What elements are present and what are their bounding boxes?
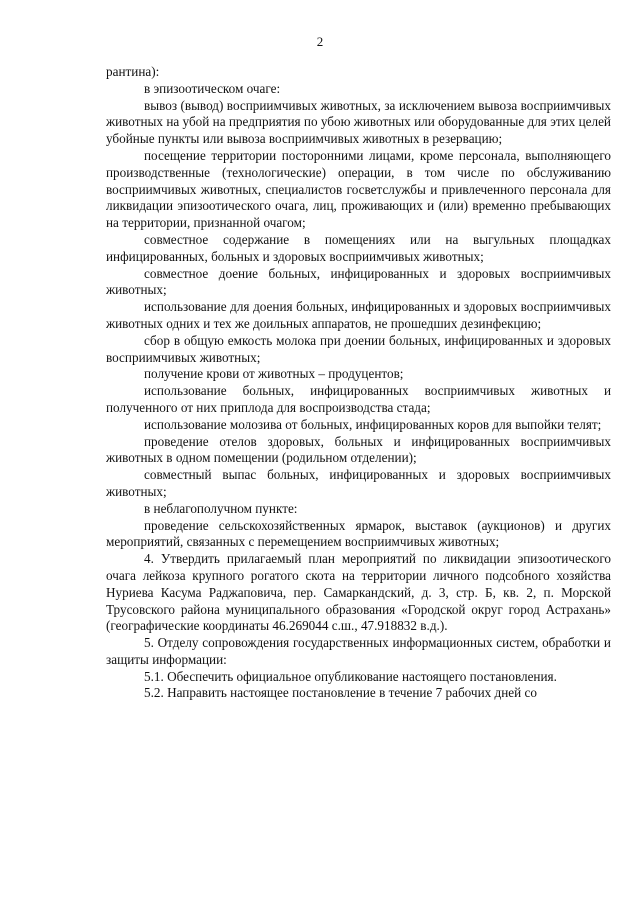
paragraph-restriction-export: вывоз (вывод) восприимчивых животных, за исключением вывоза восприимчивых животных на убой на предприятия по убою животных или оборудованные для этих целей убойные пункты или вывоза восприимчивых животных в резервацию;: [106, 97, 611, 147]
paragraph-restriction-joint-keeping: совместное содержание в помещениях или на выгульных площадках инфицированных, больных и здоровых восприимчивых животных;: [106, 231, 611, 264]
paragraph-restriction-joint-milking: совместное доение больных, инфицированных и здоровых восприимчивых животных;: [106, 265, 611, 298]
paragraph-restriction-colostrum: использование молозива от больных, инфицированных коров для выпойки телят;: [144, 416, 602, 432]
paragraph-item-5-1: 5.1. Обеспечить официальное опубликование настоящего постановления.: [144, 668, 557, 684]
paragraph-restriction-milk-collection: сбор в общую емкость молока при доении больных, инфицированных и здоровых восприимчивых животных;: [106, 332, 611, 365]
paragraph-restriction-reproduction: использование больных, инфицированных восприимчивых животных и полученного от них приплода для воспроизводства стада;: [106, 383, 611, 415]
paragraph-restriction-visits: посещение территории посторонними лицами, кроме персонала, выполняющего производственные (технологические) операции, в том числе по обслуживанию восприимчивых животных, специалистов госветслужбы и привлеченного персонала для ликвидации эпизоотического очага, лиц, проживающих и (или) временно пребывающих на территории, признанной очагом;: [106, 147, 611, 231]
paragraph-restriction-blood: получение крови от животных – продуцентов;: [144, 366, 404, 382]
document-body: [106, 64, 611, 702]
paragraph-restriction-fairs: проведение сельскохозяйственных ярмарок, выставок (аукционов) и других мероприятий, связанных с перемещением восприимчивых животных;: [106, 517, 611, 550]
paragraph-heading-unfavorable-point: в неблагополучном пункте:: [144, 500, 298, 516]
paragraph-restriction-calving: проведение отелов здоровых, больных и инфицированных восприимчивых животных в одном помещении (родильном отделении);: [106, 433, 611, 466]
page-number: 2: [316, 34, 324, 49]
paragraph-continuation: рантина):: [106, 64, 160, 79]
paragraph-restriction-grazing: совместный выпас больных, инфицированных и здоровых восприимчивых животных;: [106, 467, 611, 499]
paragraph-restriction-milking-machines: использование для доения больных, инфицированных и здоровых восприимчивых животных одних и тех же доильных аппаратов, не прошедших дезинфекцию;: [106, 299, 611, 331]
paragraph-item-5-2: 5.2. Направить настоящее постановление в течение 7 рабочих дней со: [144, 685, 537, 701]
paragraph-item-5: 5. Отделу сопровождения государственных информационных систем, обработки и защиты информации:: [106, 635, 611, 667]
paragraph-heading-episootic-focus: в эпизоотическом очаге:: [144, 80, 281, 96]
paragraph-item-4: 4. Утвердить прилагаемый план мероприятий по ликвидации эпизоотического очага лейкоза крупного рогатого скота на территории личного подсобного хозяйства Нуриева Касума Раджаповича, пер. Самаркандский, д. 3, стр. Б, кв. 2, п. Морской Трусовского района муниципального образования «Городской округ город Астрахань» (географические координаты 46.269044 с.ш., 47.918832 в.д.).: [106, 551, 611, 634]
